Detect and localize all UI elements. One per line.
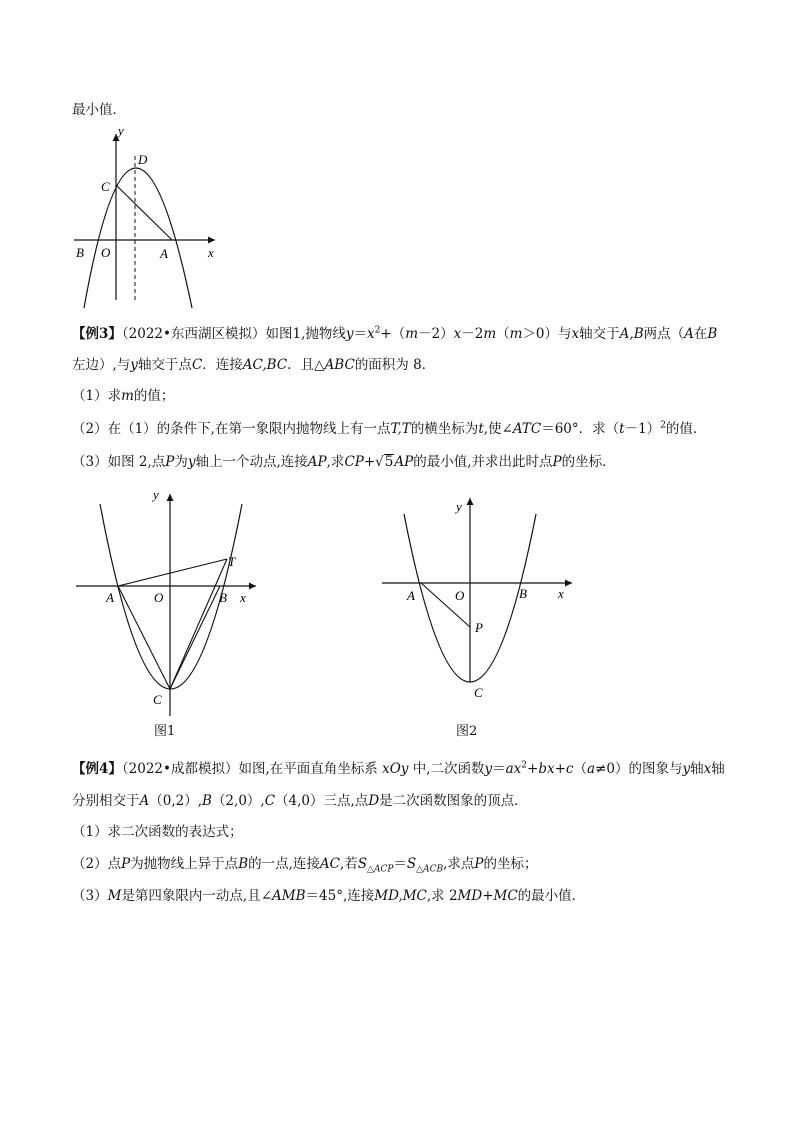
label-B: B [76,245,84,260]
sqrt-symbol: √ [375,454,384,470]
label-B: B [519,586,527,601]
label-y: y [153,487,159,502]
example3-question3: （3）如图 2,点P为y轴上一个动点,连接AP,求CP+√5AP的最小值,并求出此时点P的坐标． [72,454,616,470]
figure-2 [378,494,578,714]
label-B: B [219,590,227,605]
label-T: T [228,554,236,569]
figure-2-caption: 图2 [456,724,478,739]
label-D: D [138,152,148,167]
segment-TC [170,559,227,689]
label-x: x [558,586,564,601]
example4-line1: 【例4】（2022•成都模拟）如图,在平面直角坐标系 xOy 中,二次函数$y=ax^2+bx+c(a\ne 0)$的图象与y轴x轴 [72,760,725,777]
label-y: y [118,123,124,138]
example3-line2: 左边）,与y轴交于点C．连接AC,BC．且△ABC的面积为 8． [72,357,436,373]
continued-text: 最小值． [72,102,126,118]
example4-question1: （1）求二次函数的表达式； [72,824,243,840]
label-C: C [101,179,110,194]
figure-1 [70,484,270,722]
example4-question3: （3）M是第四象限内一动点,且∠AMB＝45°,连接MD,MC,求 2MD+MC的最小值． [72,888,586,904]
figure-1-caption: 图1 [154,724,176,739]
label-y: y [456,499,462,514]
example3-question1: （1）求m的值； [72,388,175,404]
label-A: A [106,590,114,605]
segment-CA [116,185,172,240]
label-O: O [455,588,465,603]
label-x: x [208,245,214,260]
label-P: P [475,620,483,635]
label-x: x [240,590,246,605]
example3-question2: （2）在（1）的条件下,在第一象限内抛物线上有一点T,T的横坐标为t,使∠ATC＝60°．求$(t-1)^2$的值． [72,420,707,437]
example4-question2: （2）点P为抛物线上异于点B的一点,连接AC,若$S_{\triangle ACP}=S_{\triangle ACB}$,求点P的坐标； [72,856,538,875]
label-A: A [407,588,415,603]
example4-line2: 分别相交于A（0,2）,B（2,0）,C（4,0）三点,点D是二次函数图象的顶点． [72,793,528,809]
label-C: C [474,685,483,700]
segment-AT [118,559,227,586]
segment-BC [170,586,220,689]
label-O: O [101,245,111,260]
label-C: C [153,692,162,707]
label-A: A [160,246,168,261]
example3-line1: 【例3】（2022•东西湖区模拟）如图1,抛物线$y=x^2+(m-2)x-2m(m>0)$与x轴交于A,B两点（A在B [72,325,718,342]
figure-parabola-top [68,120,228,315]
label-O: O [154,590,164,605]
